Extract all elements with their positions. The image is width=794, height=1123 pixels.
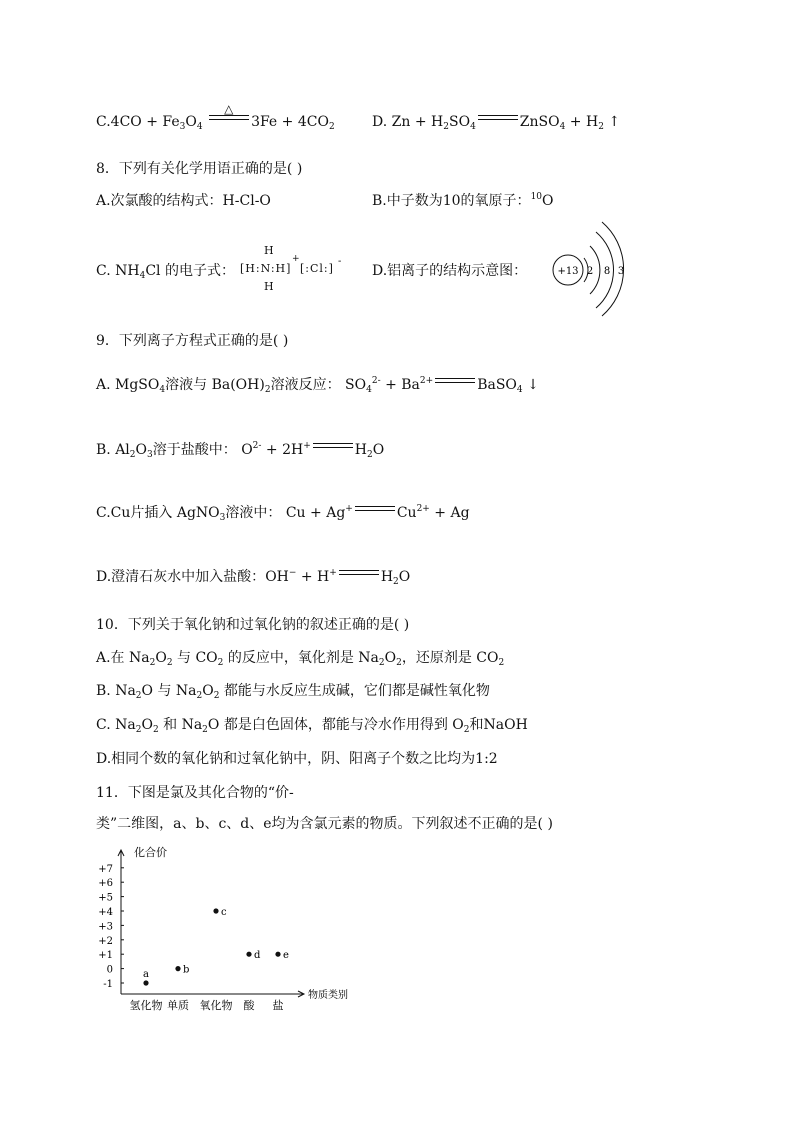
nh4cl-electron-formula (240, 244, 350, 296)
ef-chloride: [:Cl:] (300, 262, 334, 275)
data-label-c: c (221, 907, 227, 918)
y-tick-label: +1 (98, 950, 113, 962)
q8-option-d: D.铝离子的结构示意图： (372, 263, 528, 279)
q10-option-b: B. $Na_2O$ 与 $Na_2O_2$ 都能与水反应生成碱，它们都是碱性氧化物 (96, 683, 490, 701)
ef-plus: + (292, 254, 300, 264)
data-label-a: a (143, 969, 149, 980)
x-tick-label: 盐 (272, 999, 284, 1012)
q8-option-c: C. $NH_4Cl$ 的电子式： (96, 263, 235, 281)
data-point-c (213, 908, 218, 913)
y-tick-label: -1 (103, 979, 113, 990)
q8-option-b: B.中子数为10的氧原子：$^{10}$O (372, 192, 554, 209)
chlorine-valence-category-chart (86, 842, 376, 1017)
data-point-d (246, 952, 251, 957)
al-ion-structure-diagram (546, 218, 636, 318)
equals-sign (339, 569, 379, 579)
nucleus-charge: +13 (557, 266, 579, 277)
ef-minus: - (338, 256, 342, 267)
data-label-e: e (283, 950, 289, 962)
gas-arrow-icon: ↑ (608, 114, 621, 130)
x-tick-label: 氢化物 (129, 999, 163, 1012)
ef-h-top: H (264, 244, 274, 257)
precipitate-arrow-icon: ↓ (527, 377, 539, 393)
shell-count-2: 8 (603, 266, 611, 277)
equals-sign (478, 114, 518, 124)
q9-option-d: D.澄清石灰水中加入盐酸：OH− + H+ $H_2O$ (96, 568, 411, 587)
y-axis-label: 化合价 (134, 846, 167, 859)
y-tick-label: 0 (106, 964, 113, 976)
y-tick-label: +6 (98, 878, 113, 890)
shell-count-1: 2 (586, 266, 594, 277)
y-tick-label: +3 (98, 921, 113, 933)
y-tick-label: +4 (98, 907, 113, 918)
shell-count-3: 3 (617, 266, 625, 277)
q8-stem: 8．下列有关化学用语正确的是( ) (96, 161, 303, 177)
ef-ammonium: [H:N:H] (240, 262, 292, 275)
x-tick-label: 单质 (167, 999, 189, 1012)
x-tick-label: 氧化物 (199, 999, 233, 1012)
heating-equals-sign (209, 102, 249, 124)
data-point-e (275, 952, 280, 957)
q8-option-a: A.次氯酸的结构式：H-Cl-O (96, 193, 271, 209)
equals-sign (435, 377, 475, 387)
heat-triangle-icon: △ (224, 102, 234, 116)
x-axis-label: 物质类别 (308, 990, 348, 1001)
q9-option-c: C.Cu片插入 AgNO$_3$溶液中： Cu + Ag+ $Cu^{2+} + Ag$ (96, 504, 470, 523)
q10-option-d: D.相同个数的氧化钠和过氧化钠中，阴、阳离子个数之比均为1:2 (96, 751, 498, 767)
equals-sign (313, 442, 353, 452)
q9-option-b: B. $Al_2O_3$溶于盐酸中： $O^{2-} + 2H^+$ $H_2O$ (96, 441, 385, 460)
q7-option-d: D. $Zn + H_2SO_4$ ZnSO$_4$ + $H_2$ ↑ (372, 114, 621, 132)
y-tick-label: +5 (98, 892, 113, 904)
data-point-a (143, 980, 148, 985)
q9-option-a: A. MgSO$_4$溶液与 $Ba(OH)_2$溶液反应： $SO_4^{2-} + Ba^{2+}$ BaSO$_4$ ↓ (96, 376, 539, 395)
x-tick-label: 酸 (243, 999, 255, 1012)
data-point-b (175, 966, 180, 971)
y-tick-label: +2 (98, 935, 113, 947)
data-label-b: b (183, 964, 190, 976)
q10-option-a: A.在 $Na_2O_2$ 与 $CO_2$ 的反应中，氧化剂是 $Na_2O_2$，还原剂是 $CO_2$ (96, 650, 505, 668)
y-tick-label: +7 (98, 863, 113, 875)
q7-option-c: $C.4CO + Fe_3O_4$ △ $3Fe + 4CO_2$ (96, 102, 335, 132)
equals-sign (355, 505, 395, 515)
q9-stem: 9．下列离子方程式正确的是( ) (96, 333, 289, 349)
q10-stem: 10．下列关于氧化钠和过氧化钠的叙述正确的是( ) (96, 617, 410, 633)
ef-h-bottom: H (264, 280, 274, 293)
q10-option-c: C. $Na_2O_2$ 和 $Na_2O$ 都是白色固体，都能与冷水作用得到 $O_2$和NaOH (96, 717, 528, 735)
data-label-d: d (254, 950, 261, 962)
q11-stem-line2: 类”二维图，a、b、c、d、e均为含氯元素的物质。下列叙述不正确的是( ) (96, 816, 553, 832)
q11-stem-line1: 11．下图是氯及其化合物的“价- (96, 785, 294, 801)
